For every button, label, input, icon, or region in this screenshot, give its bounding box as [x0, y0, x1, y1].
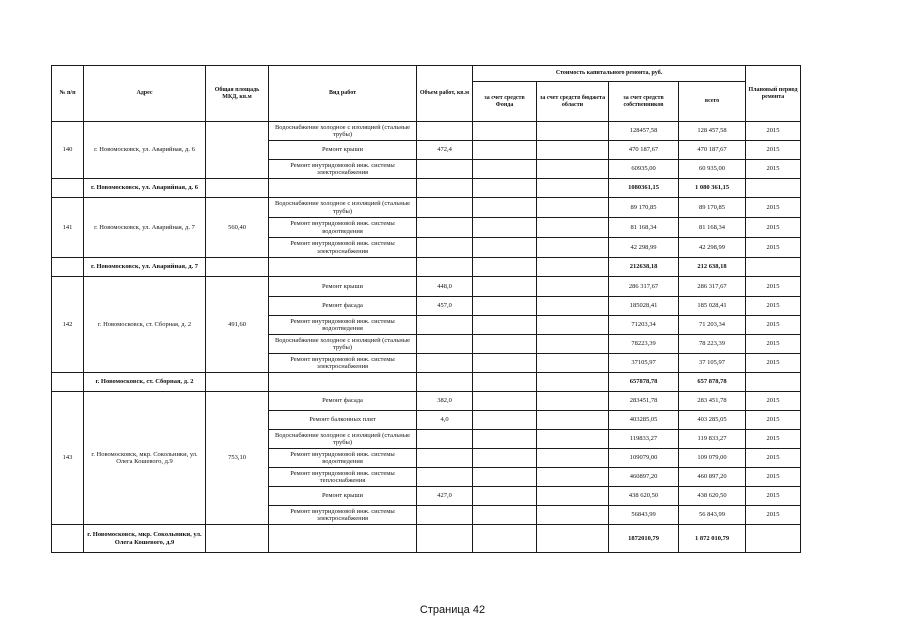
header-area: Общая площадь МКД, кв.м — [206, 66, 269, 122]
row-period: 2015 — [746, 449, 801, 468]
row-total: 60 935,00 — [679, 160, 746, 179]
subtotal-period — [746, 373, 801, 392]
row-work-type: Ремонт внутридомовой инж. системы водоотведения — [269, 218, 417, 238]
table-row — [52, 392, 801, 411]
subtotal-work — [269, 179, 417, 198]
subtotal-address: г. Новомосковск, мкр. Сокольники, ул. Олега Кошевого, д.9 — [84, 525, 206, 553]
row-owners: 460897,20 — [609, 468, 679, 487]
row-region — [537, 506, 609, 525]
row-volume: 457,0 — [417, 297, 473, 316]
row-owners: 71203,34 — [609, 316, 679, 335]
row-area — [206, 122, 269, 179]
subtotal-fund — [473, 525, 537, 553]
table-row — [52, 277, 801, 297]
subtotal-address: г. Новомосковск, ул. Аварийная, д. 7 — [84, 258, 206, 277]
row-owners: 283451,78 — [609, 392, 679, 411]
row-volume: 4,0 — [417, 411, 473, 430]
subtotal-work — [269, 373, 417, 392]
repair-cost-table — [51, 65, 801, 553]
row-volume: 427,0 — [417, 487, 473, 506]
row-volume — [417, 316, 473, 335]
row-volume — [417, 506, 473, 525]
row-fund — [473, 198, 537, 218]
row-volume — [417, 122, 473, 141]
row-num: 141 — [52, 198, 84, 258]
subtotal-fund — [473, 373, 537, 392]
row-fund — [473, 277, 537, 297]
row-work-type: Ремонт фасада — [269, 392, 417, 411]
row-work-type: Водоснабжение холодное с изоляцией (стальные трубы) — [269, 335, 417, 354]
row-work-type: Ремонт фасада — [269, 297, 417, 316]
row-owners: 42 298,99 — [609, 238, 679, 258]
row-period: 2015 — [746, 506, 801, 525]
row-region — [537, 335, 609, 354]
row-fund — [473, 238, 537, 258]
subtotal-area — [206, 373, 269, 392]
row-total: 119 833,27 — [679, 430, 746, 449]
row-region — [537, 218, 609, 238]
row-work-type: Ремонт крыши — [269, 141, 417, 160]
row-fund — [473, 297, 537, 316]
row-address: г. Новомосковск, ул. Аварийная, д. 7 — [84, 198, 206, 258]
subtotal-total: 1 872 010,79 — [679, 525, 746, 553]
subtotal-area — [206, 525, 269, 553]
row-period: 2015 — [746, 141, 801, 160]
row-total: 460 897,20 — [679, 468, 746, 487]
row-fund — [473, 392, 537, 411]
row-fund — [473, 122, 537, 141]
subtotal-region — [537, 258, 609, 277]
subtotal-region — [537, 179, 609, 198]
row-fund — [473, 411, 537, 430]
row-fund — [473, 468, 537, 487]
row-volume — [417, 354, 473, 373]
row-region — [537, 277, 609, 297]
row-work-type: Ремонт внутридомовой инж. системы водоотведения — [269, 449, 417, 468]
row-work-type: Ремонт балконных плит — [269, 411, 417, 430]
subtotal-work — [269, 258, 417, 277]
row-work-type: Ремонт крыши — [269, 487, 417, 506]
row-num: 142 — [52, 277, 84, 373]
row-area: 753,10 — [206, 392, 269, 525]
row-total: 403 285,05 — [679, 411, 746, 430]
row-owners: 81 168,34 — [609, 218, 679, 238]
subtotal-area — [206, 179, 269, 198]
row-period: 2015 — [746, 198, 801, 218]
subtotal-volume — [417, 179, 473, 198]
row-period: 2015 — [746, 430, 801, 449]
row-owners: 403285,05 — [609, 411, 679, 430]
row-area: 491,60 — [206, 277, 269, 373]
subtotal-work — [269, 525, 417, 553]
row-region — [537, 392, 609, 411]
row-work-type: Ремонт крыши — [269, 277, 417, 297]
subtotal-num — [52, 179, 84, 198]
row-address: г. Новомосковск, ул. Аварийная, д. 6 — [84, 122, 206, 179]
subtotal-total: 657 878,78 — [679, 373, 746, 392]
row-period: 2015 — [746, 218, 801, 238]
subtotal-period — [746, 525, 801, 553]
subtotal-row — [52, 258, 801, 277]
row-volume: 472,4 — [417, 141, 473, 160]
row-region — [537, 430, 609, 449]
row-total: 128 457,58 — [679, 122, 746, 141]
row-volume — [417, 430, 473, 449]
row-fund — [473, 218, 537, 238]
row-total: 286 317,67 — [679, 277, 746, 297]
row-region — [537, 198, 609, 218]
subtotal-area — [206, 258, 269, 277]
row-total: 283 451,78 — [679, 392, 746, 411]
row-work-type: Ремонт внутридомовой инж. системы электроснабжения — [269, 506, 417, 525]
subtotal-num — [52, 258, 84, 277]
table-row — [52, 122, 801, 141]
row-owners: 89 170,85 — [609, 198, 679, 218]
page-number: Страница 42 — [419, 604, 486, 616]
row-num: 140 — [52, 122, 84, 179]
row-period: 2015 — [746, 468, 801, 487]
row-owners: 109079,00 — [609, 449, 679, 468]
subtotal-row — [52, 525, 801, 553]
row-region — [537, 160, 609, 179]
row-period: 2015 — [746, 487, 801, 506]
row-volume: 448,0 — [417, 277, 473, 297]
row-address: г. Новомосковск, ст. Сборная, д. 2 — [84, 277, 206, 373]
row-total: 37 105,97 — [679, 354, 746, 373]
subtotal-period — [746, 258, 801, 277]
row-period: 2015 — [746, 411, 801, 430]
row-owners: 286 317,67 — [609, 277, 679, 297]
header-region: за счет средств бюджета области — [537, 82, 609, 122]
subtotal-address: г. Новомосковск, ст. Сборная, д. 2 — [84, 373, 206, 392]
row-total: 56 843,99 — [679, 506, 746, 525]
subtotal-volume — [417, 525, 473, 553]
subtotal-volume — [417, 258, 473, 277]
header-fund: за счет средств Фонда — [473, 82, 537, 122]
subtotal-region — [537, 525, 609, 553]
row-region — [537, 468, 609, 487]
subtotal-region — [537, 373, 609, 392]
row-num: 143 — [52, 392, 84, 525]
subtotal-row — [52, 373, 801, 392]
row-region — [537, 122, 609, 141]
header-volume: Объем работ, кв.м — [417, 66, 473, 122]
row-region — [537, 316, 609, 335]
header-cost-group: Стоимость капитального ремонта, руб. — [473, 66, 746, 82]
subtotal-total: 212 638,18 — [679, 258, 746, 277]
row-owners: 37105,97 — [609, 354, 679, 373]
row-total: 89 170,85 — [679, 198, 746, 218]
row-period: 2015 — [746, 122, 801, 141]
row-work-type: Ремонт внутридомовой инж. системы теплоснабжения — [269, 468, 417, 487]
row-total: 438 620,50 — [679, 487, 746, 506]
row-work-type: Водоснабжение холодное с изоляцией (стальные трубы) — [269, 430, 417, 449]
subtotal-row — [52, 179, 801, 198]
row-volume — [417, 160, 473, 179]
subtotal-volume — [417, 373, 473, 392]
row-region — [537, 487, 609, 506]
row-total: 78 223,39 — [679, 335, 746, 354]
repair-schedule-sheet — [51, 65, 801, 553]
row-region — [537, 449, 609, 468]
row-owners: 470 187,67 — [609, 141, 679, 160]
row-address: г. Новомосковск, мкр. Сокольники, ул. Олега Кошевого, д.9 — [84, 392, 206, 525]
row-volume — [417, 449, 473, 468]
row-work-type: Ремонт внутридомовой инж. системы электроснабжения — [269, 238, 417, 258]
row-work-type: Водоснабжение холодное с изоляцией (стальные трубы) — [269, 122, 417, 141]
row-total: 42 298,99 — [679, 238, 746, 258]
subtotal-total: 1 080 361,15 — [679, 179, 746, 198]
row-owners: 185028,41 — [609, 297, 679, 316]
header-work: Вид работ — [269, 66, 417, 122]
subtotal-fund — [473, 258, 537, 277]
row-fund — [473, 487, 537, 506]
row-total: 470 187,67 — [679, 141, 746, 160]
row-fund — [473, 160, 537, 179]
row-volume — [417, 198, 473, 218]
row-fund — [473, 316, 537, 335]
subtotal-owners: 212638,18 — [609, 258, 679, 277]
header-address: Адрес — [84, 66, 206, 122]
header-owners: за счет средств собственников — [609, 82, 679, 122]
subtotal-num — [52, 373, 84, 392]
header-total: всего — [679, 82, 746, 122]
subtotal-address: г. Новомосковск, ул. Аварийная, д. 6 — [84, 179, 206, 198]
table-row — [52, 198, 801, 218]
subtotal-num — [52, 525, 84, 553]
row-period: 2015 — [746, 316, 801, 335]
table-body — [52, 122, 801, 553]
row-period: 2015 — [746, 160, 801, 179]
subtotal-period — [746, 179, 801, 198]
row-volume: 382,0 — [417, 392, 473, 411]
row-total: 109 079,00 — [679, 449, 746, 468]
header-period: Плановый период ремонта — [746, 66, 801, 122]
row-owners: 128457,58 — [609, 122, 679, 141]
row-fund — [473, 430, 537, 449]
row-owners: 56843,99 — [609, 506, 679, 525]
row-total: 71 203,34 — [679, 316, 746, 335]
row-volume — [417, 218, 473, 238]
row-fund — [473, 141, 537, 160]
row-fund — [473, 354, 537, 373]
row-volume — [417, 468, 473, 487]
row-area: 560,40 — [206, 198, 269, 258]
subtotal-owners: 1872010,79 — [609, 525, 679, 553]
row-owners: 119833,27 — [609, 430, 679, 449]
row-volume — [417, 238, 473, 258]
row-volume — [417, 335, 473, 354]
row-fund — [473, 335, 537, 354]
row-region — [537, 297, 609, 316]
row-fund — [473, 506, 537, 525]
row-owners: 438 620,50 — [609, 487, 679, 506]
row-period: 2015 — [746, 238, 801, 258]
row-region — [537, 238, 609, 258]
row-region — [537, 354, 609, 373]
header-num: № п/п — [52, 66, 84, 122]
subtotal-fund — [473, 179, 537, 198]
row-period: 2015 — [746, 392, 801, 411]
row-period: 2015 — [746, 335, 801, 354]
subtotal-owners: 1080361,15 — [609, 179, 679, 198]
row-period: 2015 — [746, 297, 801, 316]
row-total: 81 168,34 — [679, 218, 746, 238]
row-period: 2015 — [746, 277, 801, 297]
row-owners: 78223,39 — [609, 335, 679, 354]
row-work-type: Ремонт внутридомовой инж. системы электроснабжения — [269, 354, 417, 373]
row-fund — [473, 449, 537, 468]
row-total: 185 028,41 — [679, 297, 746, 316]
row-work-type: Ремонт внутридомовой инж. системы электроснабжения — [269, 160, 417, 179]
row-owners: 60935,00 — [609, 160, 679, 179]
row-period: 2015 — [746, 354, 801, 373]
row-region — [537, 411, 609, 430]
row-work-type: Водоснабжение холодное с изоляцией (стальные трубы) — [269, 198, 417, 218]
row-region — [537, 141, 609, 160]
row-work-type: Ремонт внутридомовой инж. системы водоотведения — [269, 316, 417, 335]
subtotal-owners: 657878,78 — [609, 373, 679, 392]
